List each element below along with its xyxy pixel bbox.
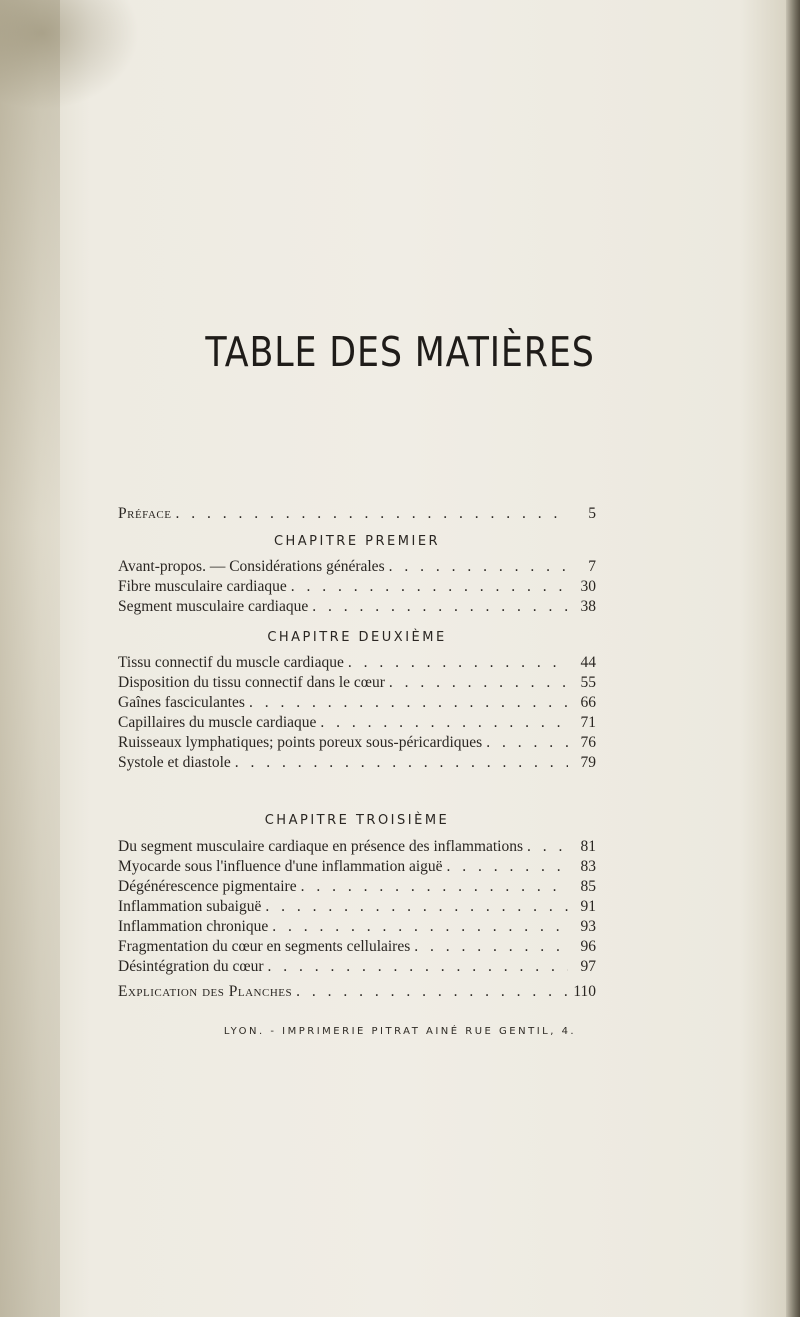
dot-leader [249,694,568,712]
toc-entry[interactable] [118,674,596,696]
toc-entry-label: Avant-propos. — Considérations générales [118,558,385,575]
toc-entry-label: Myocarde sous l'influence d'une inflammation aiguë [118,858,443,875]
toc-entry[interactable] [118,878,596,900]
dot-leader [235,754,568,772]
toc-entry-label: Fibre musculaire cardiaque [118,578,287,595]
dot-leader [291,578,568,596]
toc-entry[interactable] [118,714,596,736]
toc-entry-page: 30 [580,578,596,595]
toc-entry-page: 96 [580,938,596,955]
toc-entry-label: Explication des Planches [118,983,293,1000]
toc-entry[interactable] [118,958,596,980]
toc-entry-label: Gaînes fasciculantes [118,694,245,711]
dot-leader [320,714,568,732]
toc-entry-label: Inflammation chronique [118,918,269,935]
page-stain-top [0,0,140,110]
toc-entry[interactable] [118,654,596,676]
toc-entry-label: Disposition du tissu connectif dans le cœur [118,674,385,691]
toc-entry[interactable] [118,694,596,716]
dot-leader [348,654,568,672]
chapter-heading: CHAPITRE TROISIÈME [264,813,450,828]
chapter-heading: CHAPITRE DEUXIÈME [267,630,447,645]
toc-entry-page: 81 [580,838,596,855]
toc-entry-label: Désintégration du cœur [118,958,264,975]
dot-leader [175,505,568,523]
toc-entry-label: Ruisseaux lymphatiques; points poreux sous-péricardiques [118,734,483,751]
toc-entry-label: Capillaires du muscle cardiaque [118,714,317,731]
toc-entry[interactable] [118,898,596,920]
toc-entry-preface[interactable] [118,505,596,527]
toc-entry[interactable] [118,858,596,880]
dot-leader [265,898,568,916]
toc-entry-label: Fragmentation du cœur en segments cellulaires [118,938,411,955]
printer-imprint: LYON. - IMPRIMERIE PITRAT AINÉ RUE GENTIL, 4. [223,1026,577,1037]
toc-entry-label: Systole et diastole [118,754,231,771]
toc-entry-label: Dégénérescence pigmentaire [118,878,297,895]
page-edge-right [786,0,800,1317]
dot-leader [389,558,568,576]
toc-entry[interactable] [118,938,596,960]
dot-leader [312,598,568,616]
dot-leader [272,918,568,936]
toc-entry-label: Inflammation subaiguë [118,898,262,915]
toc-entry-explication[interactable] [118,983,596,1005]
toc-entry-label: Segment musculaire cardiaque [118,598,309,615]
dot-leader [268,958,569,976]
toc-entry-page: 71 [580,714,596,731]
dot-leader [527,838,568,856]
dot-leader [296,983,568,1001]
toc-entry-label: Tissu connectif du muscle cardiaque [118,654,344,671]
dot-leader [414,938,568,956]
chapter-heading: CHAPITRE PREMIER [273,534,441,549]
dot-leader [301,878,568,896]
page-title: TABLE DES MATIÈRES [205,328,595,376]
toc-entry[interactable] [118,578,596,600]
toc-entry[interactable] [118,558,596,580]
toc-entry-page: 44 [580,654,596,671]
toc-entry[interactable] [118,734,596,756]
toc-entry-page: 7 [588,558,596,575]
toc-entry-page: 66 [580,694,596,711]
dot-leader [389,674,568,692]
toc-entry-page: 110 [573,983,596,1000]
toc-entry-page: 55 [580,674,596,691]
toc-entry-page: 83 [580,858,596,875]
toc-entry-page: 5 [588,505,596,522]
dot-leader [447,858,568,876]
dot-leader [486,734,568,752]
toc-entry[interactable] [118,598,596,620]
toc-entry-page: 91 [580,898,596,915]
toc-entry-page: 79 [580,754,596,771]
toc-entry-page: 85 [580,878,596,895]
page-stain-left [0,0,60,1317]
toc-entry[interactable] [118,838,596,860]
toc-entry-page: 38 [580,598,596,615]
toc-entry-label: Préface [118,505,172,522]
toc-entry[interactable] [118,754,596,776]
toc-entry-page: 76 [580,734,596,751]
toc-entry-label: Du segment musculaire cardiaque en présence des inflammations [118,838,524,855]
toc-entry-page: 93 [580,918,596,935]
toc-entry-page: 97 [580,958,596,975]
toc-entry[interactable] [118,918,596,940]
